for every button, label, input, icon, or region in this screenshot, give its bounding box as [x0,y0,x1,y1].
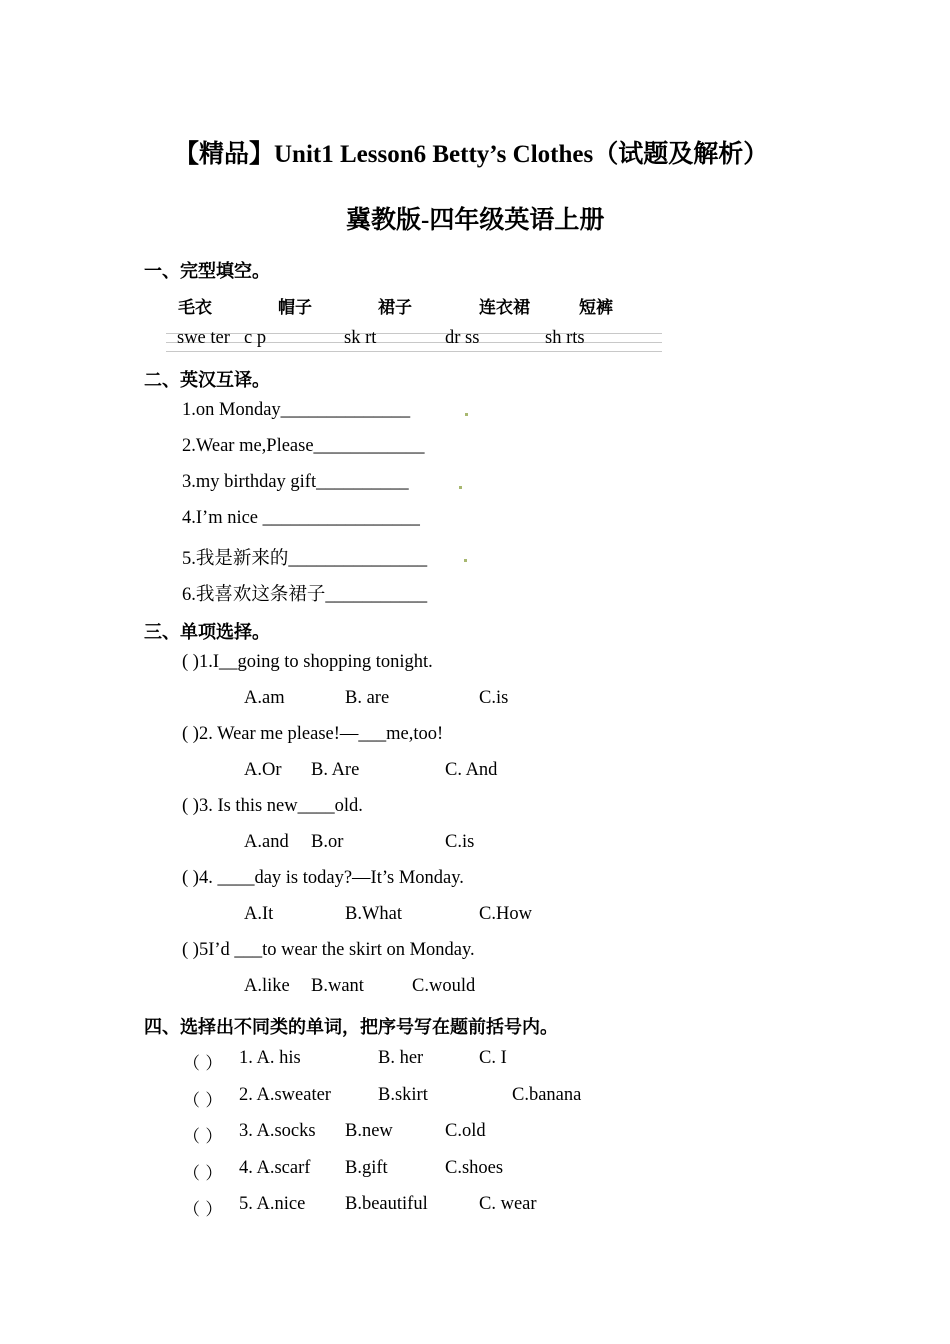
option-c[interactable]: C.How [479,904,532,924]
option-b[interactable]: B. are [345,688,390,708]
blank-word-5[interactable]: sh rts [545,328,585,348]
blank-word-3[interactable]: sk rt [344,328,377,348]
option-a[interactable]: A.It [244,904,274,924]
choice-b: B. her [378,1048,424,1068]
option-c[interactable]: C.is [445,832,475,852]
option-a[interactable]: A.like [244,976,290,996]
answer-paren[interactable]: （ ） [183,1164,223,1184]
blank-word-2[interactable]: c p [244,328,267,348]
option-c[interactable]: C.would [412,976,476,996]
question-1: ( )1.I__going to shopping tonight. [182,652,433,672]
option-b[interactable]: B.What [345,904,403,924]
choice-c: C.old [445,1121,486,1141]
question-4: ( )4. ____day is today?—It’s Monday. [182,868,464,888]
choice-b: B.gift [345,1158,388,1178]
choice-a: 1. A. his [239,1048,301,1068]
choice-c: C. I [479,1048,507,1068]
option-a[interactable]: A.am [244,688,285,708]
answer-paren[interactable]: （ ） [183,1200,223,1220]
option-a[interactable]: A.Or [244,760,282,780]
choice-a: 4. A.scarf [239,1158,311,1178]
question-5: ( )5I’d ___to wear the skirt on Monday. [182,940,475,960]
word-sweater-cn: 毛衣 [178,298,212,318]
choice-b: B.beautiful [345,1194,428,1214]
choice-c: C.shoes [445,1158,504,1178]
answer-paren[interactable]: （ ） [183,1054,223,1074]
answer-paren[interactable]: （ ） [183,1091,223,1111]
section-2-heading: 二、英汉互译。 [144,370,270,391]
option-a[interactable]: A.and [244,832,289,852]
translate-item[interactable]: 3.my birthday gift__________ [182,472,409,492]
translate-item[interactable]: 6.我喜欢这条裙子___________ [182,585,428,605]
translate-item[interactable]: 1.on Monday______________ [182,400,411,420]
word-skirt-cn: 裙子 [378,298,412,318]
choice-a: 2. A.sweater [239,1085,331,1105]
blank-word-1[interactable]: swe ter [177,328,230,348]
option-c[interactable]: C. And [445,760,498,780]
choice-c: C.banana [512,1085,582,1105]
translate-item[interactable]: 2.Wear me,Please____________ [182,436,425,456]
question-3: ( )3. Is this new____old. [182,796,363,816]
page-title: 【精品】Unit1 Lesson6 Betty’s Clothes（试题及解析） [174,141,769,168]
page-subtitle: 冀教版-四年级英语上册 [346,207,605,234]
choice-c: C. wear [479,1194,537,1214]
section-1-heading: 一、完型填空。 [144,261,270,282]
translate-item[interactable]: 4.I’m nice _________________ [182,508,420,528]
section-4-heading: 四、选择出不同类的单词，把序号写在题前括号内。 [144,1017,558,1038]
option-c[interactable]: C.is [479,688,509,708]
option-b[interactable]: B. Are [311,760,360,780]
choice-b: B.new [345,1121,393,1141]
word-shorts-cn: 短裤 [579,298,613,318]
question-2: ( )2. Wear me please!—___me,too! [182,724,444,744]
choice-a: 5. A.nice [239,1194,306,1214]
section-3-heading: 三、单项选择。 [144,622,270,643]
option-b[interactable]: B.or [311,832,344,852]
blank-word-4[interactable]: dr ss [445,328,480,348]
translate-item[interactable]: 5.我是新来的_______________ [182,549,428,569]
choice-b: B.skirt [378,1085,428,1105]
word-cap-cn: 帽子 [278,298,312,318]
answer-paren[interactable]: （ ） [183,1127,223,1147]
option-b[interactable]: B.want [311,976,364,996]
word-dress-cn: 连衣裙 [479,298,530,318]
choice-a: 3. A.socks [239,1121,316,1141]
